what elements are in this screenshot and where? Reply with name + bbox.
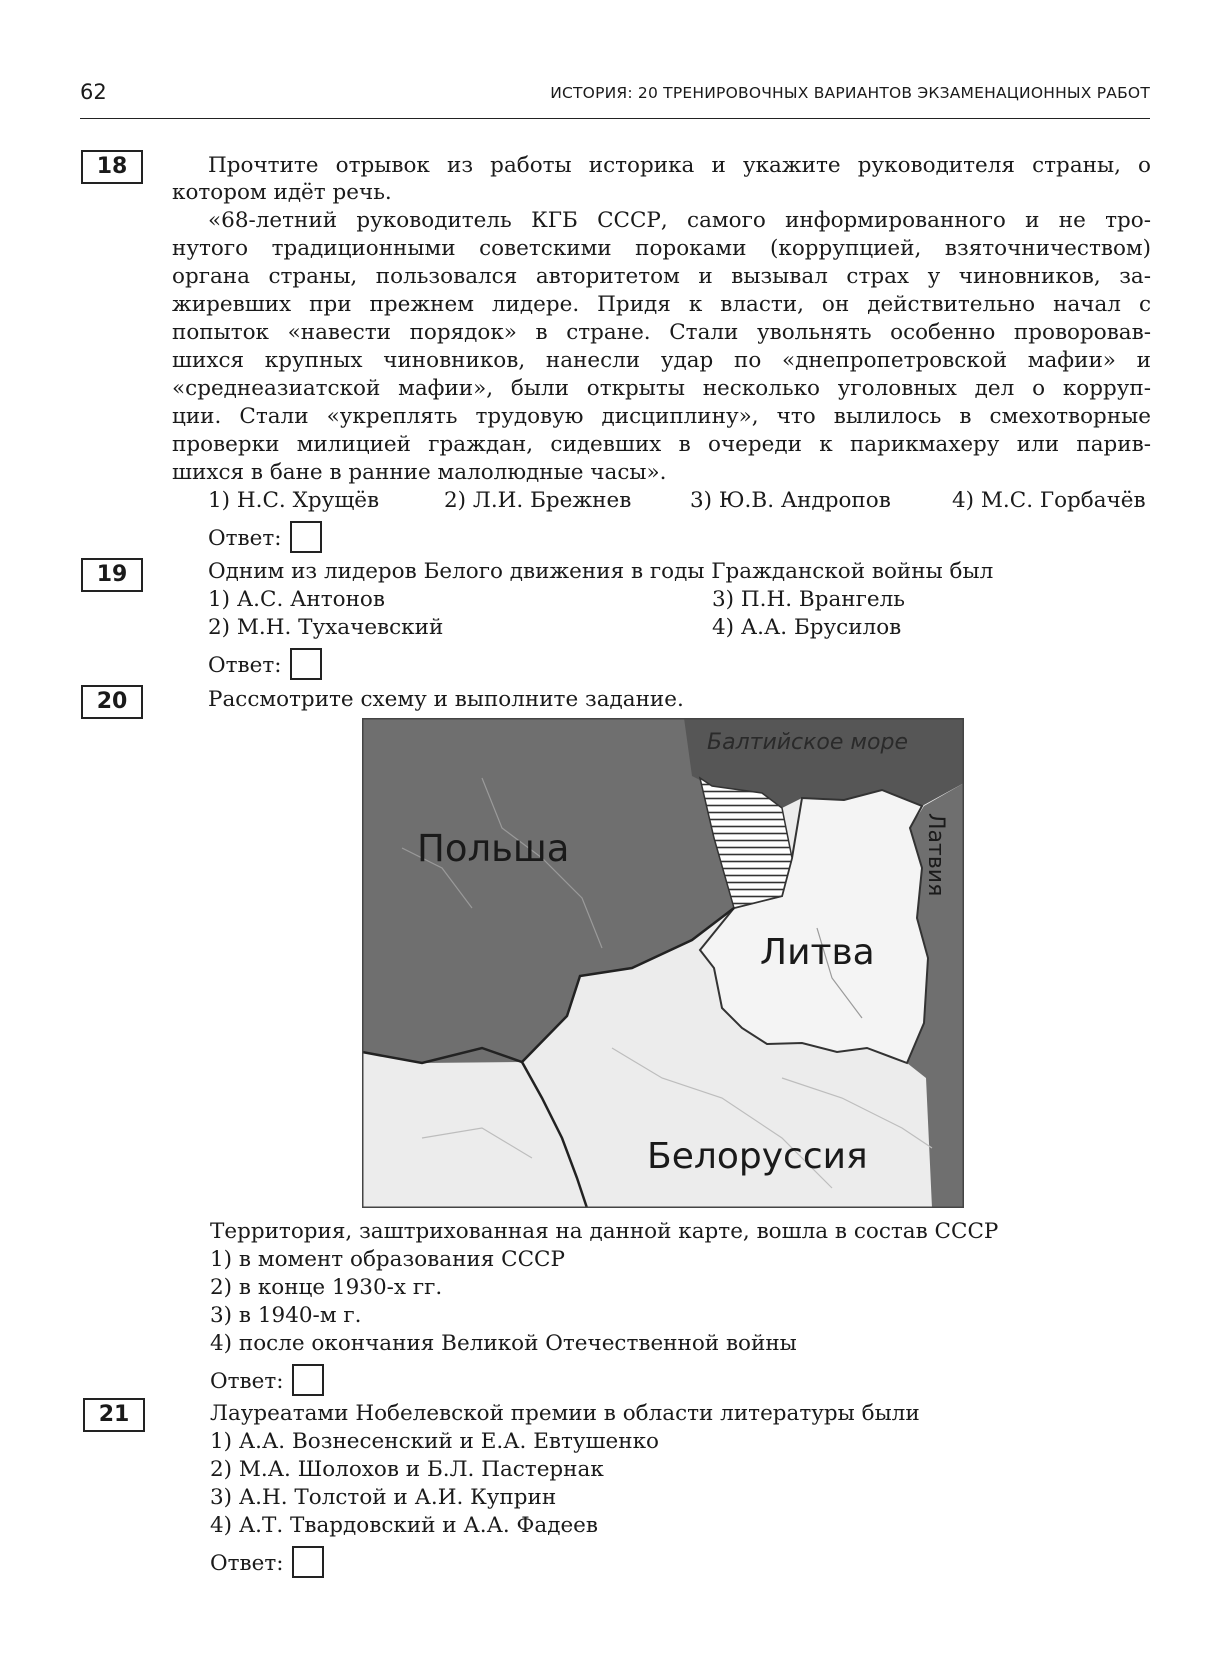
question-number-19: 19 (81, 558, 143, 592)
answer-label: Ответ: (210, 1369, 284, 1394)
q21-answer-box[interactable] (292, 1546, 324, 1578)
q18-option-3: 3) Ю.В. Андропов (690, 488, 891, 513)
q21-option-3: 3) А.Н. Толстой и А.И. Куприн (210, 1485, 557, 1510)
map-label-belarus: Белоруссия (647, 1136, 868, 1177)
q21-answer-row (210, 1546, 324, 1578)
q21-option-2: 2) М.А. Шолохов и Б.Л. Пастернак (210, 1457, 604, 1482)
q19-option-1: 1) А.С. Антонов (208, 587, 385, 612)
q20-answer-row (210, 1364, 324, 1396)
map-label-lithuania: Литва (760, 932, 875, 973)
q18-passage-line: «68-летний руководитель КГБ СССР, самого информированного и не тро- (208, 208, 1151, 233)
q18-passage-line: попыток «навести порядок» в стране. Стали увольнять особенно проворовав- (172, 320, 1151, 345)
q18-passage-line: шихся крупных чиновников, нанесли удар по «днепропетровской мафии» и (172, 348, 1151, 373)
q18-passage-line: проверки милицией граждан, сидевших в очереди к парикмахеру или парив- (172, 432, 1151, 457)
map-label-poland: Польша (417, 827, 570, 870)
question-number-20: 20 (81, 685, 143, 719)
q18-option-2: 2) Л.И. Брежнев (444, 488, 632, 513)
answer-label: Ответ: (210, 1551, 284, 1576)
q19-option-2: 2) М.Н. Тухачевский (208, 615, 444, 640)
question-number-18: 18 (81, 150, 143, 184)
q21-prompt: Лауреатами Нобелевской премии в области литературы были (210, 1401, 920, 1426)
q18-passage-line: жиревших при прежнем лидере. Придя к власти, он действительно начал с (172, 292, 1151, 317)
q19-prompt: Одним из лидеров Белого движения в годы Гражданской войны был (208, 559, 994, 584)
q19-answer-row (208, 648, 322, 680)
q21-option-1: 1) А.А. Вознесенский и Е.А. Евтушенко (210, 1429, 659, 1454)
page-header (80, 74, 1150, 119)
q18-passage-line: нутого традиционными советскими пороками (коррупцией, взяточничеством) (172, 236, 1151, 261)
q20-question: Территория, заштрихованная на данной карте, вошла в состав СССР (210, 1219, 999, 1244)
q20-option-4: 4) после окончания Великой Отечественной войны (210, 1331, 797, 1356)
map-label-latvia: Латвия (923, 813, 948, 897)
q19-option-4: 4) А.А. Брусилов (712, 615, 902, 640)
answer-label: Ответ: (208, 653, 282, 678)
q20-answer-box[interactable] (292, 1364, 324, 1396)
q18-passage-line: шихся в бане в ранние малолюдные часы». (172, 460, 667, 485)
q18-answer-row (208, 521, 322, 553)
q20-option-3: 3) в 1940-м г. (210, 1303, 362, 1328)
q18-prompt-line-2: котором идёт речь. (172, 180, 392, 205)
q18-option-1: 1) Н.С. Хрущёв (208, 488, 380, 513)
q21-option-4: 4) А.Т. Твардовский и А.А. Фадеев (210, 1513, 598, 1538)
q18-option-4: 4) М.С. Горбачёв (952, 488, 1146, 513)
q18-passage-line: «среднеазиатской мафии», были открыты несколько уголовных дел о корруп- (172, 376, 1151, 401)
q18-prompt-line-1: Прочтите отрывок из работы историка и укажите руководителя страны, о (208, 153, 1151, 178)
q20-prompt: Рассмотрите схему и выполните задание. (208, 687, 684, 712)
answer-label: Ответ: (208, 526, 282, 551)
map-figure (362, 718, 964, 1208)
question-number-21: 21 (83, 1398, 145, 1432)
q19-option-3: 3) П.Н. Врангель (712, 587, 905, 612)
q19-answer-box[interactable] (290, 648, 322, 680)
q18-answer-box[interactable] (290, 521, 322, 553)
running-title: ИСТОРИЯ: 20 ТРЕНИРОВОЧНЫХ ВАРИАНТОВ ЭКЗАМЕНАЦИОННЫХ РАБОТ (550, 84, 1150, 102)
page-number: 62 (80, 80, 107, 104)
q18-passage-line: ции. Стали «укреплять трудовую дисциплину», что вылилось в смехотворные (172, 404, 1151, 429)
map-label-sea: Балтийское море (707, 730, 908, 755)
q18-passage-line: органа страны, пользовался авторитетом и вызывал страх у чиновников, за- (172, 264, 1151, 289)
q20-option-2: 2) в конце 1930-х гг. (210, 1275, 443, 1300)
q20-option-1: 1) в момент образования СССР (210, 1247, 565, 1272)
